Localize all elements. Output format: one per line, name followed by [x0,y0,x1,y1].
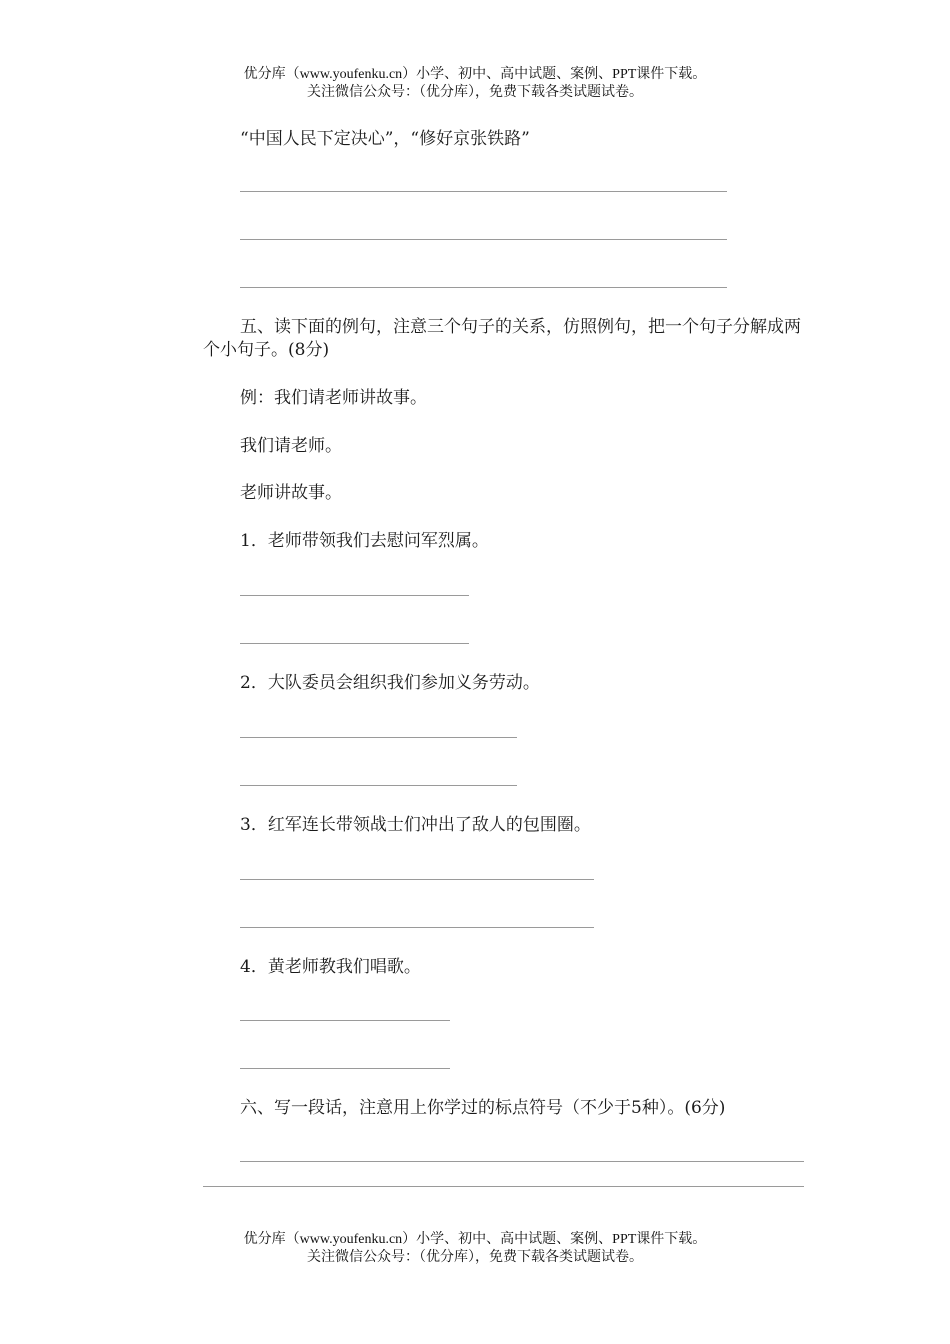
quote-line: “中国人民下定决心”，“修好京张铁路” [240,129,530,149]
answer-line[interactable] [240,785,517,786]
page-header [0,66,950,102]
answer-line[interactable] [240,239,727,240]
question-4: 4．黄老师教我们唱歌。 [240,957,421,977]
example-part-1: 我们请老师。 [240,436,342,456]
footer-line-2: 关注微信公众号：（优分库），免费下载各类试题试卷。 [307,1250,643,1265]
answer-line[interactable] [240,737,517,738]
header-line-2: 关注微信公众号：（优分库），免费下载各类试题试卷。 [307,85,643,100]
example-part-2: 老师讲故事。 [240,483,342,503]
question-3: 3．红军连长带领战士们冲出了敌人的包围圈。 [240,815,591,835]
answer-line[interactable] [240,879,594,880]
answer-line[interactable] [203,1186,804,1187]
example-sentence: 例：我们请老师讲故事。 [240,388,427,408]
answer-line[interactable] [240,1068,450,1069]
page-footer [0,1231,950,1267]
section6-instruction: 六、写一段话，注意用上你学过的标点符号（不少于5种）。(6分) [240,1098,726,1118]
answer-line[interactable] [240,1020,450,1021]
answer-line[interactable] [240,643,469,644]
question-1: 1．老师带领我们去慰问军烈属。 [240,531,489,551]
answer-line[interactable] [240,927,594,928]
answer-line[interactable] [240,1161,804,1162]
footer-line-1: 优分库（www.youfenku.cn）小学、初中、高中试题、案例、PPT课件下载。 [243,1232,707,1247]
answer-line[interactable] [240,595,469,596]
section5-instruction: 五、读下面的例句，注意三个句子的关系，仿照例句，把一个句子分解成两个小句子。(8分) [203,317,801,360]
header-line-1: 优分库（www.youfenku.cn）小学、初中、高中试题、案例、PPT课件下载。 [243,67,707,82]
question-2: 2．大队委员会组织我们参加义务劳动。 [240,673,540,693]
answer-line[interactable] [240,191,727,192]
answer-line[interactable] [240,287,727,288]
